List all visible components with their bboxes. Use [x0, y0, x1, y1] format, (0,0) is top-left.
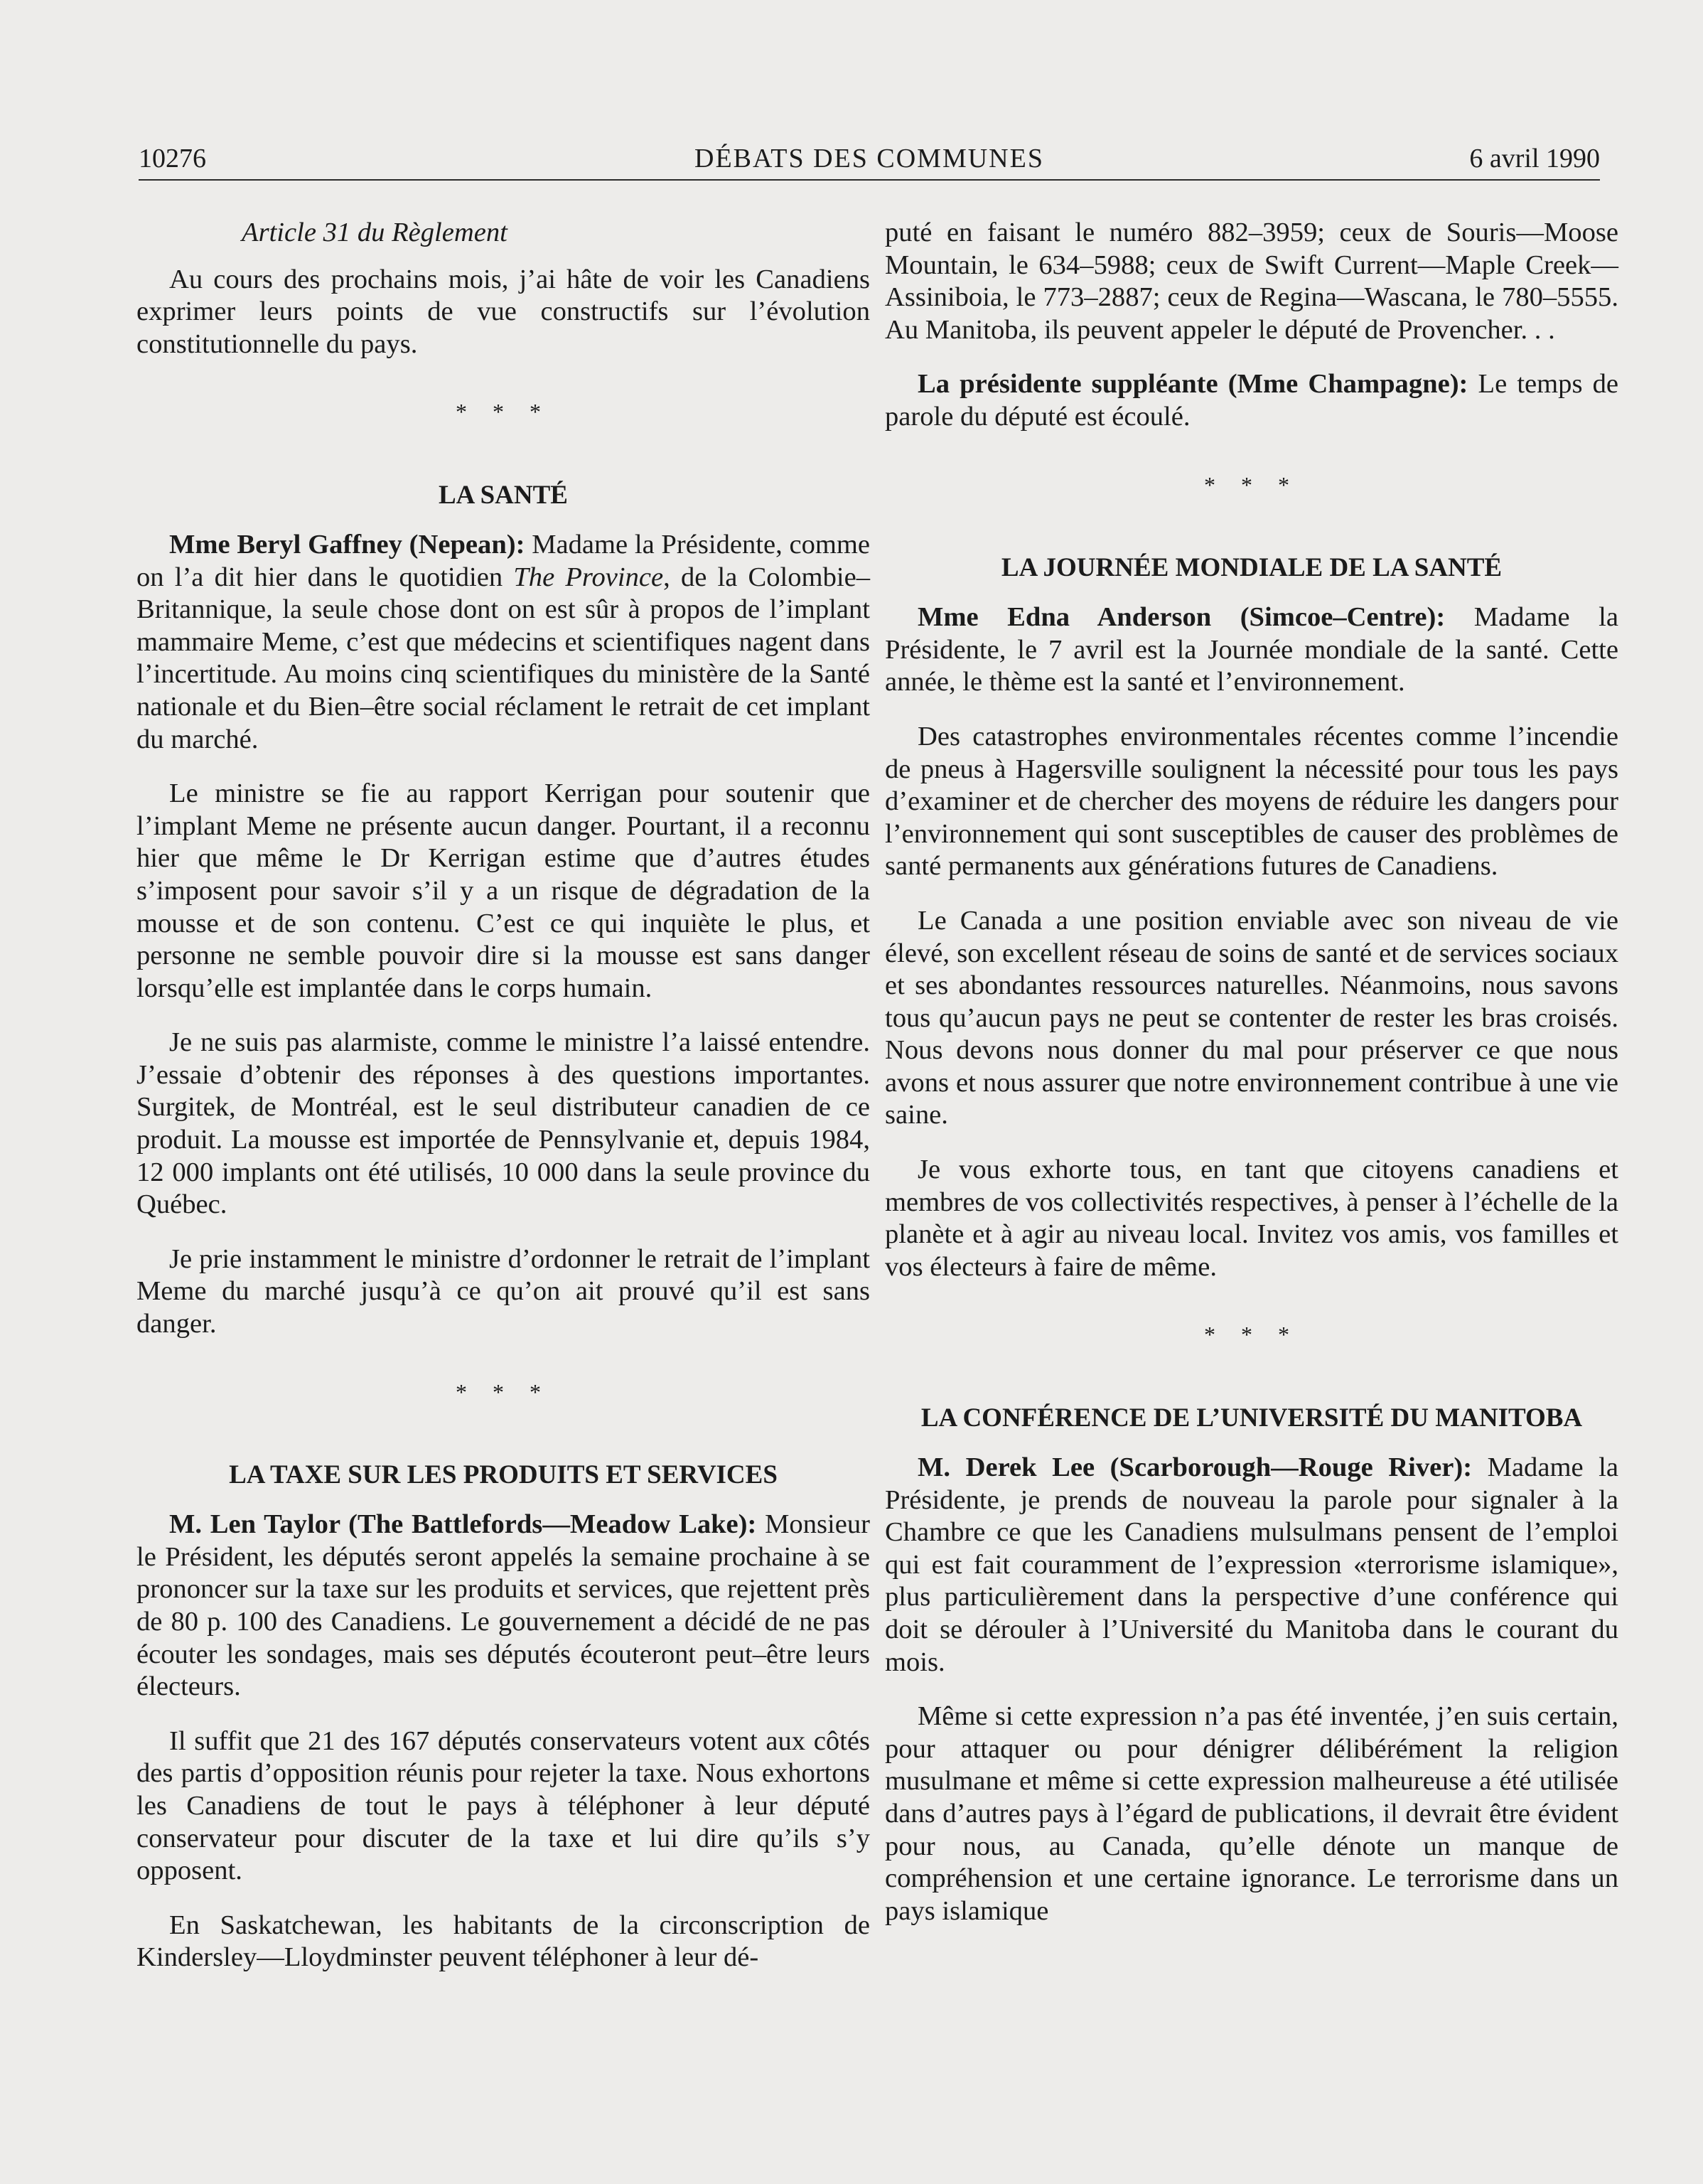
- paragraph: Le Canada a une position enviable avec son niveau de vie élevé, son excellent réseau de soins de santé et de services sociaux et ses abondantes ressources naturelles. Néanmoins, nous savons tous qu’aucun pays ne peut se contenter de rester les bras croisés. Nous devons nous donner du mal pour préserver ce que nous avons et nous assurer que notre environnement contribue à une vie saine.: [885, 905, 1618, 1130]
- speech-text: Madame la Présidente, je prends de nouveau la parole pour signaler à la Chambre ce que les Canadiens mulsulmans pensent de l’emploi qui est fait couramment de l’expression «terrorisme islamique», plus particulièrement dans la perspective d’une conférence qui doit se dérouler à l’Université du Manitoba dans le courant du mois.: [885, 1452, 1618, 1677]
- paragraph: Des catastrophes environmentales récentes comme l’incendie de pneus à Hagersville soulignent la nécessité pour tous les pays d’examiner et de chercher des moyens de réduire les dangers pour l’environnement qui sont susceptibles de causer des problèmes de santé permanents aux générations futures de Canadiens.: [885, 721, 1618, 882]
- speech-paragraph: [136, 529, 870, 756]
- header-rule: [139, 179, 1600, 181]
- speech-text: Le temps de parole du député est écoulé.: [885, 369, 1618, 432]
- speech-paragraph: [885, 601, 1618, 699]
- speech-paragraph: [885, 1452, 1618, 1679]
- publication-title: DÉBATS DES COMMUNES: [694, 144, 1044, 173]
- paragraph: Je prie instamment le ministre d’ordonner le retrait de l’implant Meme du marché jusqu’à ce qu’on ait prouvé qu’il est sans danger.: [136, 1243, 870, 1339]
- speech-text: Monsieur le Président, les députés seront appelés la semaine prochaine à se prononcer sur la taxe sur les produits et services, que rejettent près de 80 p. 100 des Canadiens. Le gouvernement a décidé de ne pas écouter les sondages, mais ses députés écouteront peut–être leurs électeurs.: [136, 1509, 870, 1702]
- section-heading: LA SANTÉ: [439, 480, 568, 510]
- speech-text: Madame la Présidente, le 7 avril est la Journée mondiale de la santé. Cette année, le thème est la santé et l’environnement.: [885, 602, 1618, 697]
- paragraph: Même si cette expression n’a pas été inventée, j’en suis certain, pour attaquer ou pour dénigrer délibérément la religion musulmane et même si cette expression malheureuse a été utilisée dans d’autres pays à l’égard de publications, il devrait être évident pour nous, au Canada, qu’elle dénote un manque de compréhension et une certaine ignorance. Le terrorisme dans un pays islamique: [885, 1701, 1618, 1926]
- speech-paragraph: [885, 368, 1618, 433]
- section-heading: LA CONFÉRENCE DE L’UNIVERSITÉ DU MANITOBA: [920, 1403, 1583, 1433]
- speaker-name: M. Len Taylor (The Battlefords—Meadow Lake):: [169, 1509, 757, 1540]
- paragraph: Je ne suis pas alarmiste, comme le ministre l’a laissé entendre. J’essaie d’obtenir des réponses à des questions importantes. Surgitek, de Montréal, est le seul distributeur canadien de ce produit. La mousse est importée de Pennsylvanie et, depuis 1984, 12 000 implants ont été utilisés, 10 000 dans la seule province du Québec.: [136, 1027, 870, 1220]
- running-head: [139, 139, 1600, 178]
- section-separator: * * *: [456, 399, 551, 425]
- speaker-name: Mme Beryl Gaffney (Nepean):: [169, 529, 525, 560]
- speaker-name: La présidente suppléante (Mme Champagne):: [918, 369, 1468, 400]
- speaker-name: M. Derek Lee (Scarborough—Rouge River):: [918, 1452, 1473, 1483]
- section-heading: LA JOURNÉE MONDIALE DE LA SANTÉ: [1001, 553, 1503, 583]
- speech-paragraph: [136, 1509, 870, 1703]
- paragraph: Au cours des prochains mois, j’ai hâte de voir les Canadiens exprimer leurs points de vue constructifs sur l’évolution constitutionnelle du pays.: [136, 264, 870, 359]
- paragraph-continued: puté en faisant le numéro 882–3959; ceux de Souris—Moose Mountain, le 634–5988; ceux de Swift Current—Maple Creek—Assiniboia, le 773–2887; ceux de Regina—Wascana, le 780–5555. Au Manitoba, ils peuvent appeler le député de Provencher. . .: [885, 218, 1618, 345]
- section-separator: * * *: [1204, 1322, 1299, 1348]
- section-heading: LA TAXE SUR LES PRODUITS ET SERVICES: [229, 1460, 778, 1490]
- paragraph: En Saskatchewan, les habitants de la circonscription de Kindersley—Lloydminster peuvent téléphoner à leur dé-: [136, 1910, 870, 1973]
- section-separator: * * *: [456, 1379, 551, 1405]
- left-column: [136, 217, 870, 1996]
- newspaper-title: The Province: [513, 562, 664, 592]
- paragraph: Je vous exhorte tous, en tant que citoyens canadiens et membres de vos collectivités respectives, à penser à l’échelle de la planète et à agir au niveau local. Invitez vos amis, vos familles et vos électeurs à faire de même.: [885, 1155, 1618, 1282]
- section-separator: * * *: [1204, 471, 1299, 498]
- paragraph: Le ministre se fie au rapport Kerrigan pour soutenir que l’implant Meme ne présente aucun danger. Pourtant, il a reconnu hier que même le Dr Kerrigan estime que d’autres études s’imposent pour savoir s’il y a un risque de dégradation de la mousse et de son contenu. C’est ce qui inquiète le plus, et personne ne semble pouvoir dire si la mousse est sans danger lorsqu’elle est implantée dans le corps humain.: [136, 778, 870, 1003]
- speaker-name: Mme Edna Anderson (Simcoe–Centre):: [918, 602, 1446, 633]
- right-column: [885, 217, 1618, 1949]
- speech-text: , de la Colombie–Britannique, la seule chose dont on est sûr à propos de l’implant mammaire Meme, c’est que médecins et scientifiques nagent dans l’incertitude. Au moins cinq scientifiques du ministère de la Santé nationale et du Bien–être social réclament le retrait de cet implant du marché.: [136, 562, 870, 754]
- page-number: 10276: [139, 144, 206, 173]
- paragraph: Il suffit que 21 des 167 députés conservateurs votent aux côtés des partis d’opposition réunis pour rejeter la taxe. Nous exhortons les Canadiens de tout le pays à téléphoner à leur député conservateur pour discuter de la taxe et lui dire qu’ils s’y opposent.: [136, 1725, 870, 1886]
- section-subhead: Article 31 du Règlement: [242, 218, 507, 247]
- issue-date: 6 avril 1990: [1469, 144, 1600, 173]
- speech-text: Madame la Présidente, comme on l’a dit hier dans le quotidien: [136, 529, 871, 592]
